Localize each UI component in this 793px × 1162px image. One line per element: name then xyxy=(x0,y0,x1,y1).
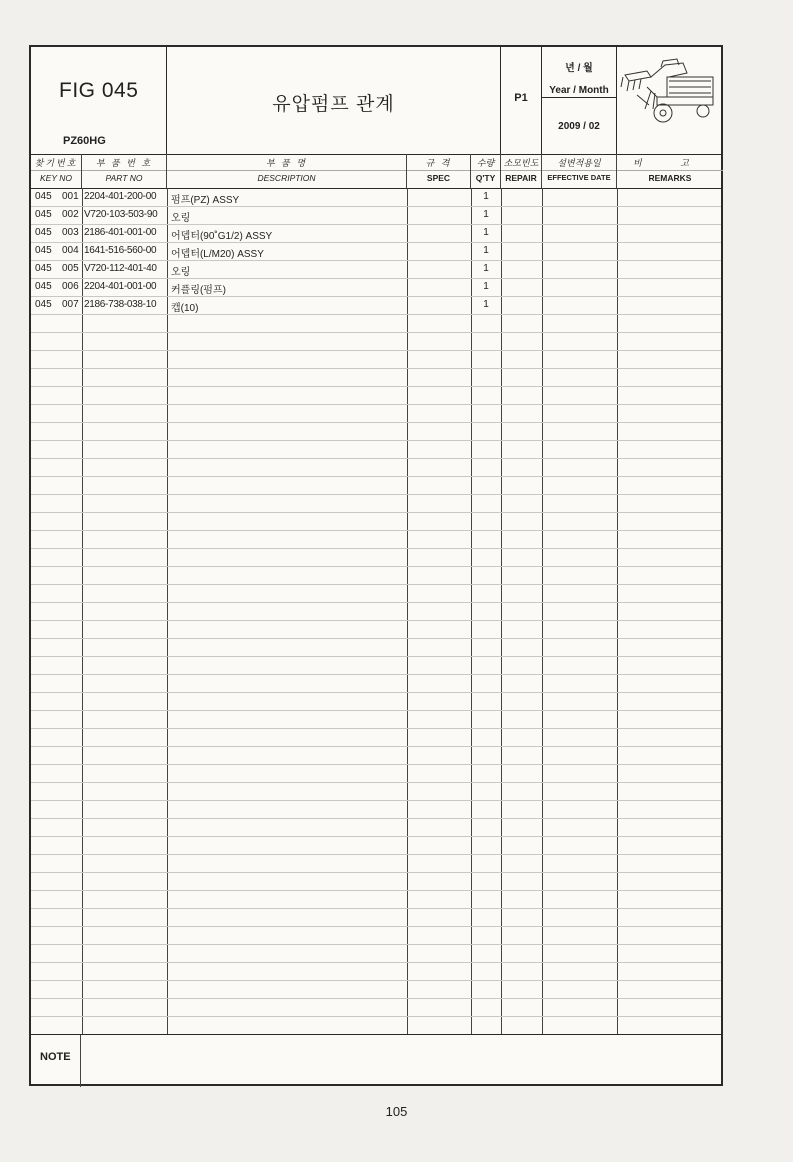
year-month-cell xyxy=(542,47,617,154)
fig-number-cell: 045 xyxy=(35,263,52,274)
key-number-cell: 002 xyxy=(62,209,79,220)
row-line xyxy=(31,980,721,981)
row-line xyxy=(31,566,721,567)
row-line xyxy=(31,494,721,495)
table-row xyxy=(31,206,721,224)
key-number-cell: 003 xyxy=(62,227,79,238)
fig-number-cell: 045 xyxy=(35,191,52,202)
table-row xyxy=(31,224,721,242)
title-cell xyxy=(167,47,501,154)
sheet-header xyxy=(31,47,721,155)
col-part-en: PART NO xyxy=(105,173,143,183)
year-month-en: Year / Month xyxy=(549,85,609,96)
figure-number: FIG 045 xyxy=(59,79,139,102)
key-number-cell: 007 xyxy=(62,299,79,310)
row-line xyxy=(31,476,721,477)
part-number-cell: 2204-401-200-00 xyxy=(84,191,157,202)
row-line xyxy=(31,728,721,729)
quantity-cell: 1 xyxy=(483,245,489,256)
divider xyxy=(407,170,470,171)
row-line xyxy=(31,818,721,819)
description-cell: 어뎁터(L/M20) ASSY xyxy=(171,249,264,260)
quantity-cell: 1 xyxy=(483,299,489,310)
quantity-cell: 1 xyxy=(483,209,489,220)
col-qty xyxy=(471,154,501,188)
row-line xyxy=(31,620,721,621)
col-spec xyxy=(407,154,471,188)
divider xyxy=(617,170,723,171)
col-part-kr: 부 품 번 호 xyxy=(95,158,153,168)
row-line xyxy=(31,998,721,999)
fig-number-cell: 045 xyxy=(35,227,52,238)
description-cell: 오링 xyxy=(171,267,191,278)
col-remarks-en: REMARKS xyxy=(648,173,692,183)
description-cell: 캡(10) xyxy=(171,303,199,314)
divider xyxy=(82,170,166,171)
table-row xyxy=(31,278,721,296)
row-line xyxy=(31,926,721,927)
col-qty-kr: 수량 xyxy=(476,158,495,168)
row-line xyxy=(31,332,721,333)
row-line xyxy=(31,908,721,909)
key-number-cell: 001 xyxy=(62,191,79,202)
divider xyxy=(542,170,616,171)
fig-number-cell: 045 xyxy=(35,209,52,220)
col-spec-en: SPEC xyxy=(426,173,451,183)
description-cell: 커플링(펌프) xyxy=(171,285,226,296)
divider xyxy=(501,170,541,171)
row-line xyxy=(31,746,721,747)
note-label: NOTE xyxy=(40,1051,71,1063)
row-line xyxy=(31,962,721,963)
row-line xyxy=(31,530,721,531)
column-headers xyxy=(31,154,721,189)
parts-table-body xyxy=(31,188,721,1034)
row-line xyxy=(31,710,721,711)
fig-number-cell: 045 xyxy=(35,245,52,256)
part-number-cell: 2204-401-001-00 xyxy=(84,281,157,292)
description-cell: 펌프(PZ) ASSY xyxy=(171,195,240,206)
year-month-kr: 년 / 월 xyxy=(565,63,593,74)
divider xyxy=(31,170,81,171)
quantity-cell: 1 xyxy=(483,263,489,274)
row-line xyxy=(31,1016,721,1017)
issue-date: 2009 / 02 xyxy=(558,121,600,132)
row-line xyxy=(31,512,721,513)
row-line xyxy=(31,674,721,675)
description-cell: 어뎁터(90˚G1/2) ASSY xyxy=(171,231,273,242)
part-number-cell: V720-112-401-40 xyxy=(84,263,157,274)
col-effective xyxy=(542,154,617,188)
key-number-cell: 005 xyxy=(62,263,79,274)
quantity-cell: 1 xyxy=(483,281,489,292)
quantity-cell: 1 xyxy=(483,191,489,202)
machine-illustration xyxy=(617,47,723,154)
quantity-cell: 1 xyxy=(483,227,489,238)
model-code: PZ60HG xyxy=(63,135,106,147)
part-number-cell: 1641-516-560-00 xyxy=(84,245,157,256)
col-qty-en: Q'TY xyxy=(475,173,496,183)
row-line xyxy=(31,872,721,873)
table-row xyxy=(31,296,721,314)
page-number: 105 xyxy=(385,1104,408,1119)
note-area xyxy=(31,1034,721,1087)
table-row xyxy=(31,260,721,278)
col-desc xyxy=(167,154,407,188)
col-key-kr: 찾기번호 xyxy=(34,158,78,168)
col-desc-en: DESCRIPTION xyxy=(257,173,316,183)
page-code-cell xyxy=(501,47,542,154)
col-key xyxy=(31,154,82,188)
row-line xyxy=(31,782,721,783)
row-line xyxy=(31,548,721,549)
divider xyxy=(542,97,616,98)
key-number-cell: 004 xyxy=(62,245,79,256)
row-line xyxy=(31,692,721,693)
parts-list-sheet xyxy=(29,45,723,1086)
divider xyxy=(167,170,406,171)
fig-number-cell: 045 xyxy=(35,281,52,292)
col-repair xyxy=(501,154,542,188)
row-line xyxy=(31,800,721,801)
row-line xyxy=(31,458,721,459)
col-remarks xyxy=(617,154,723,188)
table-row xyxy=(31,188,721,206)
key-number-cell: 006 xyxy=(62,281,79,292)
row-line xyxy=(31,422,721,423)
row-line xyxy=(31,440,721,441)
col-effective-en: EFFECTIVE DATE xyxy=(547,173,611,182)
col-spec-kr: 규 격 xyxy=(425,158,452,168)
row-line xyxy=(31,854,721,855)
row-line xyxy=(31,386,721,387)
col-repair-kr: 소모빈도 xyxy=(503,158,539,168)
page-code: P1 xyxy=(514,92,528,104)
col-repair-en: REPAIR xyxy=(505,173,537,183)
row-line xyxy=(31,584,721,585)
row-line xyxy=(31,890,721,891)
note-label-cell xyxy=(31,1035,81,1087)
description-cell: 오링 xyxy=(171,213,191,224)
row-line xyxy=(31,944,721,945)
row-line xyxy=(31,368,721,369)
col-key-en: KEY NO xyxy=(40,173,72,183)
table-row xyxy=(31,242,721,260)
col-part xyxy=(82,154,167,188)
col-remarks-kr: 비 고 xyxy=(633,158,707,168)
row-line xyxy=(31,638,721,639)
figure-cell xyxy=(31,47,167,154)
fig-number-cell: 045 xyxy=(35,299,52,310)
page-title: 유압펌프 관계 xyxy=(272,94,395,115)
row-line xyxy=(31,350,721,351)
part-number-cell: 2186-401-001-00 xyxy=(84,227,157,238)
row-line xyxy=(31,836,721,837)
part-number-cell: V720-103-503-90 xyxy=(84,209,158,220)
row-line xyxy=(31,404,721,405)
col-effective-kr: 설변적용일 xyxy=(557,158,601,168)
row-line xyxy=(31,656,721,657)
part-number-cell: 2186-738-038-10 xyxy=(84,299,157,310)
row-line xyxy=(31,764,721,765)
col-desc-kr: 부 품 명 xyxy=(265,158,308,168)
rice-transplanter-icon xyxy=(617,47,721,147)
divider xyxy=(471,170,500,171)
row-line xyxy=(31,602,721,603)
row-line xyxy=(31,314,721,315)
